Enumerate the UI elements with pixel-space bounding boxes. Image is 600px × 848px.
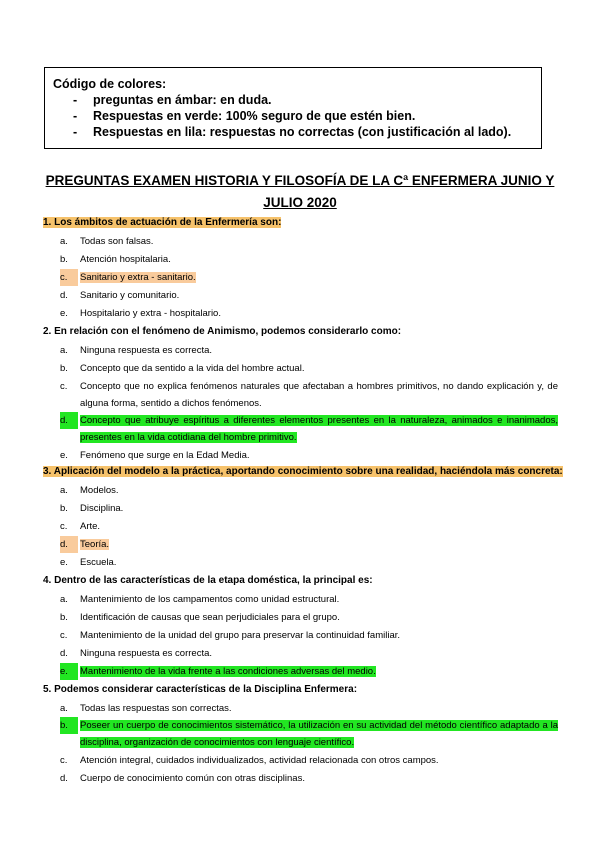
q5-option-c: c. Atención integral, cuidados individualizados, actividad relacionada con otros campos. [60, 755, 439, 766]
q2-option-d: d. Concepto que atribuye espíritus a diferentes elementos presentes en la naturaleza, animados e inanimados, presentes en la vida cotidiana del hombre primitivo. [60, 412, 558, 446]
q3-option-e: e. Escuela. [60, 557, 117, 568]
question-5-text: 5. Podemos considerar características de la Disciplina Enfermera: [43, 684, 358, 695]
legend-title: Código de colores: [53, 77, 167, 91]
q1-option-b: b. Atención hospitalaria. [60, 254, 171, 265]
legend-item-amber: - preguntas en ámbar: en duda. [53, 92, 533, 108]
q4-option-a: a. Mantenimiento de los campamentos como unidad estructural. [60, 594, 340, 605]
page-title: PREGUNTAS EXAMEN HISTORIA Y FILOSOFÍA DE LA Cª ENFERMERA JUNIO Y JULIO 2020 [45, 173, 555, 210]
q4-option-e: e. Mantenimiento de la vida frente a las condiciones adversas del medio. [60, 663, 558, 680]
q4-option-c: c. Mantenimiento de la unidad del grupo para preservar la continuidad familiar. [60, 630, 401, 641]
q5-option-b: b. Poseer un cuerpo de conocimientos sistemático, la utilización en su actividad del método científico adaptado a la disciplina, organización de conocimientos con lenguaje científico. [60, 717, 558, 751]
question-2 [43, 325, 401, 339]
q3-option-c: c. Arte. [60, 521, 101, 532]
q1-option-d: d. Sanitario y comunitario. [60, 290, 180, 301]
q1-option-c: c. Sanitario y extra - sanitario. [60, 269, 558, 286]
q4-option-d: d. Ninguna respuesta es correcta. [60, 648, 213, 659]
legend-item-green: - Respuestas en verde: 100% seguro de que estén bien. [53, 108, 533, 124]
question-4 [43, 574, 373, 588]
legend-item-lila: - Respuestas en lila: respuestas no correctas (con justificación al lado). [53, 124, 533, 140]
question-3 [43, 465, 563, 479]
q2-option-c: c. Concepto que no explica fenómenos naturales que afectaban a hombres primitivos, no dando explicación y, de alguna forma, sentido a dichos fenómenos. [60, 381, 558, 409]
q5-option-d: d. Cuerpo de conocimiento común con otras disciplinas. [60, 773, 305, 784]
question-5 [43, 683, 357, 697]
q2-option-a: a. Ninguna respuesta es correcta. [60, 345, 213, 356]
color-code-legend [44, 67, 542, 149]
question-1-text: 1. Los ámbitos de actuación de la Enfermería son: [43, 217, 282, 228]
question-2-text: 2. En relación con el fenómeno de Animismo, podemos considerarlo como: [43, 326, 402, 337]
q3-option-a: a. Modelos. [60, 485, 119, 496]
legend-list [53, 92, 533, 140]
question-4-text: 4. Dentro de las características de la etapa doméstica, la principal es: [43, 575, 373, 586]
question-3-text: 3. Aplicación del modelo a la práctica, aportando conocimiento sobre una realidad, haciéndola más concreta: [43, 466, 563, 477]
q2-option-b: b. Concepto que da sentido a la vida del hombre actual. [60, 363, 305, 374]
q3-option-b: b. Disciplina. [60, 503, 124, 514]
question-1 [43, 216, 281, 230]
q3-option-d: d. Teoría. [60, 536, 558, 553]
q1-option-a: a. Todas son falsas. [60, 236, 154, 247]
q4-option-b: b. Identificación de causas que sean perjudiciales para el grupo. [60, 612, 340, 623]
q5-option-a: a. Todas las respuestas son correctas. [60, 703, 232, 714]
q2-option-e: e. Fenómeno que surge en la Edad Media. [60, 450, 250, 461]
q1-option-e: e. Hospitalario y extra - hospitalario. [60, 308, 221, 319]
